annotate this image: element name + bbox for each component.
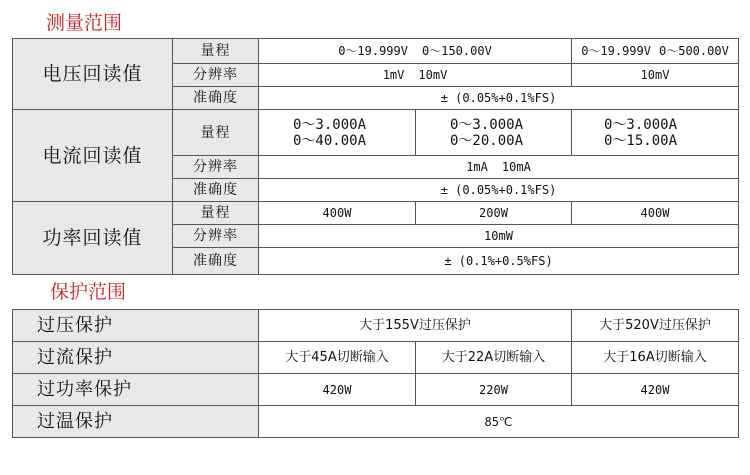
current-range-2a: 0～3.000A [450, 116, 524, 133]
otp-row [13, 406, 739, 438]
ocp-model-3: 大于16A切断输入 [572, 342, 739, 374]
current-range-model-1 [259, 110, 416, 156]
power-readback-label: 功率回读值 [13, 202, 173, 275]
voltage-resolution-label: 分辨率 [173, 64, 259, 87]
voltage-range-b2: 0～500.00V [659, 44, 729, 58]
voltage-range-b1: 0～19.999V [581, 44, 651, 58]
measurement-table [12, 38, 739, 275]
power-range-model-2: 200W [416, 202, 572, 225]
current-resolution-value [259, 156, 739, 179]
power-resolution-label: 分辨率 [173, 225, 259, 248]
current-accuracy-value: ± (0.05%+0.1%FS) [259, 179, 739, 202]
voltage-readback-label: 电压回读值 [13, 39, 173, 110]
voltage-resolution-a1: 1mV [382, 68, 405, 82]
opp-model-3: 420W [572, 374, 739, 406]
current-range-model-2 [416, 110, 572, 156]
current-range-1b: 0～40.00A [293, 132, 367, 149]
ocp-row [13, 342, 739, 374]
current-range-2b: 0～20.00A [450, 132, 524, 149]
voltage-range-a2: 0～150.00V [422, 44, 492, 58]
power-accuracy-value: ± (0.1%+0.5%FS) [259, 248, 739, 275]
power-resolution-value: 10mW [259, 225, 739, 248]
current-range-3a: 0～3.000A [604, 116, 678, 133]
current-range-3b: 0～15.00A [604, 132, 678, 149]
voltage-accuracy-value: ± (0.05%+0.1%FS) [259, 87, 739, 110]
opp-label: 过功率保护 [13, 374, 259, 406]
power-range-row [13, 202, 739, 225]
otp-label: 过温保护 [13, 406, 259, 438]
voltage-range-model-a [259, 39, 572, 64]
voltage-resolution-a2: 10mV [418, 68, 448, 82]
voltage-resolution-model-b: 10mV [572, 64, 739, 87]
voltage-accuracy-label: 准确度 [173, 87, 259, 110]
current-range-model-3 [572, 110, 739, 156]
ovp-model-b: 大于520V过压保护 [572, 310, 739, 342]
ocp-label: 过流保护 [13, 342, 259, 374]
ovp-row [13, 310, 739, 342]
voltage-range-a1: 0～19.999V [338, 44, 408, 58]
ocp-model-1: 大于45A切断输入 [259, 342, 416, 374]
opp-model-1: 420W [259, 374, 416, 406]
voltage-range-label: 量程 [173, 39, 259, 64]
protection-section-title: 保护范围 [50, 281, 127, 303]
measurement-section-title: 测量范围 [46, 12, 123, 34]
voltage-range-row [13, 39, 739, 64]
protection-table [12, 309, 739, 438]
voltage-resolution-model-a [259, 64, 572, 87]
current-range-row [13, 110, 739, 156]
current-accuracy-label: 准确度 [173, 179, 259, 202]
current-range-label: 量程 [173, 110, 259, 156]
ocp-model-2: 大于22A切断输入 [416, 342, 572, 374]
current-resolution-2: 10mA [501, 160, 531, 174]
current-resolution-1: 1mA [466, 160, 488, 174]
power-range-label: 量程 [173, 202, 259, 225]
power-accuracy-label: 准确度 [173, 248, 259, 275]
power-range-model-1: 400W [259, 202, 416, 225]
opp-row [13, 374, 739, 406]
ovp-label: 过压保护 [13, 310, 259, 342]
ovp-model-a: 大于155V过压保护 [259, 310, 572, 342]
voltage-range-model-b [572, 39, 739, 64]
current-range-1a: 0～3.000A [293, 116, 367, 133]
otp-value: 85℃ [259, 406, 739, 438]
power-range-model-3: 400W [572, 202, 739, 225]
opp-model-2: 220W [416, 374, 572, 406]
current-readback-label: 电流回读值 [13, 110, 173, 202]
current-resolution-label: 分辨率 [173, 156, 259, 179]
